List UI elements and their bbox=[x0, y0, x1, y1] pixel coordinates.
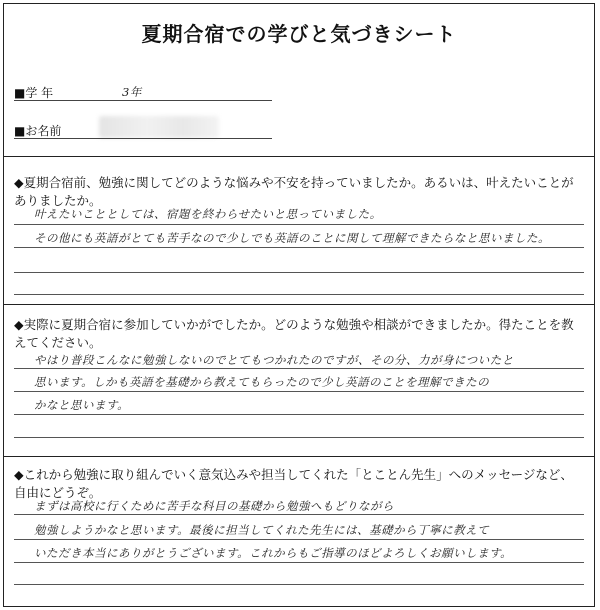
name-underline bbox=[14, 138, 272, 139]
sheet-title: 夏期合宿での学びと気づきシート bbox=[141, 22, 457, 46]
writing-line bbox=[14, 272, 584, 273]
grade-underline bbox=[14, 100, 272, 101]
answer-3-line-1: まずは高校に行くために苦手な科目の基礎から勉強へもどりながら bbox=[34, 499, 394, 513]
writing-line bbox=[14, 391, 584, 392]
worksheet bbox=[3, 3, 595, 607]
writing-line bbox=[14, 514, 584, 515]
answer-2-line-2: 思います。しかも英語を基礎から教えてもらったので少し英語のことを理解できたの bbox=[34, 375, 490, 389]
writing-line bbox=[14, 584, 584, 585]
grade-label: ■学 年 bbox=[14, 86, 54, 100]
writing-line bbox=[14, 224, 584, 225]
writing-line bbox=[14, 368, 584, 369]
grade-value: 3年 bbox=[122, 85, 142, 99]
writing-line bbox=[14, 414, 584, 415]
writing-line bbox=[14, 294, 584, 295]
answer-3-line-2: 勉強しようかなと思います。最後に担当してくれた先生には、基礎から丁寧に教えて bbox=[34, 523, 490, 537]
writing-line bbox=[14, 247, 584, 248]
writing-line bbox=[14, 437, 584, 438]
question-1: ◆夏期合宿前、勉強に関してどのような悩みや不安を持っていましたか。あるいは、叶えたいことがありましたか。 bbox=[14, 175, 574, 208]
writing-line bbox=[14, 539, 584, 540]
redacted-name bbox=[99, 116, 219, 138]
answer-2-line-1: やはり普段こんなに勉強しないのでとてもつかれたのですが、その分、力が身についたと bbox=[34, 353, 514, 367]
writing-line bbox=[14, 562, 584, 563]
answer-1-line-2: その他にも英語がとても苦手なので少しでも英語のことに関して理解できたらなと思いました。 bbox=[34, 231, 550, 245]
section-divider bbox=[4, 304, 594, 305]
answer-1-line-1: 叶えたいこととしては、宿題を終わらせたいと思っていました。 bbox=[34, 207, 382, 221]
section-divider bbox=[4, 156, 594, 157]
question-3: ◆これから勉強に取り組んでいく意気込みや担当してくれた「とことん先生」へのメッセージなど、自由にどうぞ。 bbox=[14, 467, 573, 500]
question-2: ◆実際に夏期合宿に参加していかがでしたか。どのような勉強や相談ができましたか。得たことを教えてください。 bbox=[14, 317, 574, 350]
answer-2-line-3: かなと思います。 bbox=[34, 398, 130, 412]
name-label: ■お名前 bbox=[14, 124, 62, 138]
section-divider bbox=[4, 456, 594, 457]
answer-3-line-3: いただき本当にありがとうございます。これからもご指導のほどよろしくお願いします。 bbox=[34, 546, 513, 560]
